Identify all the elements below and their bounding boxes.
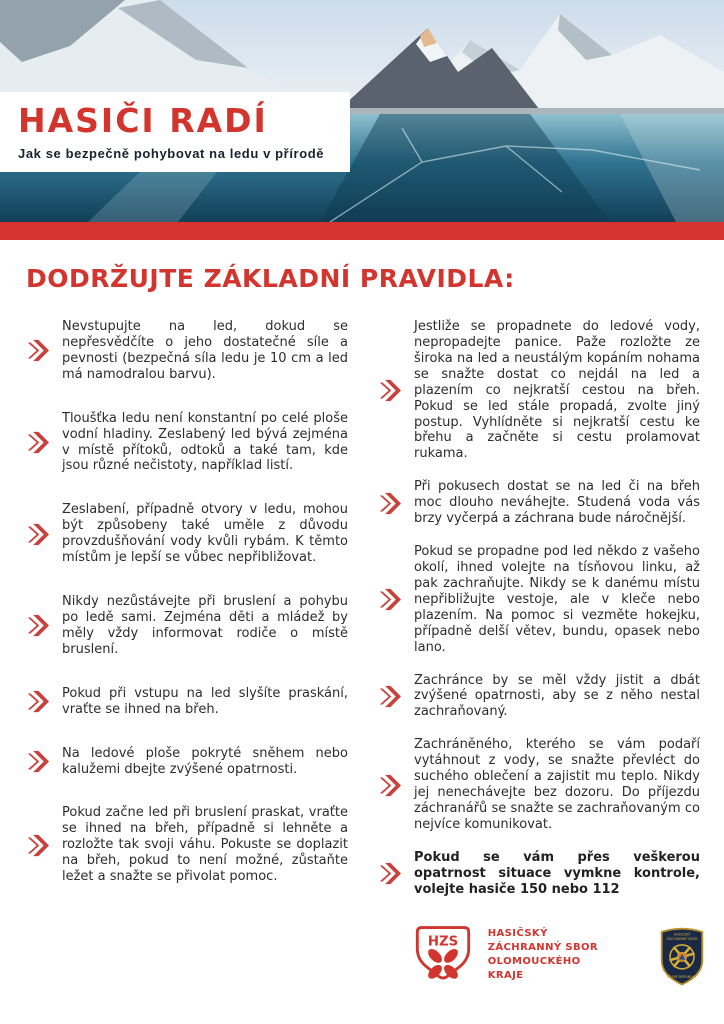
chevron-bullet-icon (378, 586, 401, 613)
rule-text: Zeslabení, případně otvory v ledu, mohou být způsobeny také uměle z důvodu provzdušňování vody kvůli rybám. K těmto místům je lepší se vůbec nepřibližovat. (62, 502, 348, 566)
rule-item (26, 411, 348, 475)
poster-subtitle: Jak se bezpečně pohybovat na ledu v přírodě (18, 145, 325, 161)
rule-item (378, 544, 700, 655)
hzs-logo-monogram: HZS (427, 933, 458, 949)
chevron-bullet-icon (378, 490, 401, 517)
rule-text: Při pokusech dostat se na led či na břeh moc dlouho neváhejte. Studená voda vás brzy vyčerpá a záchrana bude náročnější. (414, 479, 700, 527)
hzs-org-name (488, 927, 598, 983)
chevron-bullet-icon (378, 683, 401, 710)
chevron-bullet-icon (26, 832, 49, 859)
chevron-bullet-icon (26, 429, 49, 456)
rule-text: Tloušťka ledu není konstantní po celé ploše vodní hladiny. Zeslabený led bývá zejména v místě přítoků, odtoků a také tam, kde jsou různé nečistoty, například listí. (62, 410, 348, 474)
chevron-bullet-icon (378, 772, 401, 799)
rules-left-column (26, 319, 348, 915)
rule-item (26, 805, 348, 885)
rules-right-column (378, 319, 700, 915)
hero-photo (0, 0, 724, 222)
rule-item (26, 746, 348, 778)
emergency-rule-text: Pokud se vám přes veškerou opatrnost situace vymkne kontrole, volejte hasiče 150 nebo 112 (414, 849, 700, 897)
rule-text: Nevstupujte na led, dokud se nepřesvědčíte o jeho dostatečné síle a pevnosti (bezpečná síla ledu je 10 cm a led má namodralou barvu). (62, 319, 348, 382)
badge-top-text-1: HASIČSKÝ (673, 932, 691, 937)
poster-title: HASIČI RADÍ (18, 101, 268, 140)
footer (0, 915, 724, 987)
rule-text: Pokud začne led při bruslení praskat, vraťte se ihned na břeh, případně si lehněte a rozložte tak svoji váhu. Pokuste se doplazit na břeh, pokud to není možné, zůstaňte ležet a snažte se přivolat pomoc. (62, 805, 348, 885)
chevron-bullet-icon (26, 748, 49, 775)
rule-text: Zachránce by se měl vždy jistit a dbát zvýšené opatrnosti, aby se z něho nestal zachraňovaný. (414, 672, 700, 720)
rule-text: Na ledové ploše pokryté sněhem nebo kalužemi dbejte zvýšené opatrnosti. (62, 745, 348, 777)
chevron-bullet-icon (26, 688, 49, 715)
rule-text: Zachráněného, kterého se vám podaří vytáhnout z vody, se snažte převléct do suchého oblečení a zajistit mu teplo. Nikdy jej nenechávejte bez dozoru. Do příjezdu záchranářů se snažte se zachraňovaným co nejvíce komunikovat. (414, 737, 700, 832)
rule-item (26, 319, 348, 383)
org-name-line: OLOMOUCKÉHO (487, 955, 581, 967)
chevron-bullet-icon (26, 337, 49, 364)
org-name-line: KRAJE (487, 969, 524, 981)
rule-item (26, 502, 348, 566)
rule-item-emergency (378, 850, 700, 898)
org-name-line: HASIČSKÝ (487, 927, 548, 939)
chevron-bullet-icon (26, 612, 49, 639)
hzs-logo (412, 924, 474, 986)
badge-top-text-2: ZÁCHRANNÝ SBOR (666, 936, 698, 941)
org-name-line: ZÁCHRANNÝ SBOR (487, 941, 598, 953)
chevron-bullet-icon (26, 521, 49, 548)
rule-item (378, 319, 700, 462)
rule-text: Nikdy nezůstávejte při bruslení a pohybu po ledě sami. Zejména děti a mládež by měly vždy informovat rodiče o místě bruslení. (62, 594, 348, 657)
red-divider-stripe (0, 222, 724, 240)
rule-item (378, 737, 700, 833)
rule-item (26, 594, 348, 658)
rule-text: Jestliže se propadnete do ledové vody, nepropadejte panice. Paže rozložte ze široka na led a neustálým kopáním nohama se snažte dostat co nejdál na led a plazením co nejkratší cestou na břeh. Pokud se led stále propadá, zvolte jiný postup. Vyhlídněte si nejkratší cestu ke břehu a začněte si cestu prolamovat rukama. (414, 319, 700, 462)
chevron-bullet-icon (378, 377, 401, 404)
rule-text: Pokud při vstupu na led slyšíte praskání, vraťte se ihned na břeh. (62, 685, 348, 717)
rule-item (26, 686, 348, 718)
rule-item (378, 479, 700, 527)
rules-section (0, 240, 724, 915)
section-heading: DODRŽUJTE ZÁKLADNÍ PRAVIDLA: (26, 264, 515, 293)
hero-title-box (0, 92, 350, 172)
chevron-bullet-icon (378, 860, 401, 887)
rule-item (378, 673, 700, 721)
hzs-cr-badge (658, 923, 706, 987)
badge-bottom-text: ČESKÉ REPUBLIKY (667, 974, 697, 979)
rule-text: Pokud se propadne pod led někdo z vašeho okolí, ihned volejte na tísňovou linku, až pak zachraňujte. Nikdy se k danému místu nepřibližujte vestoje, ale v kleče nebo plazením. Na pomoc si vezměte hokejku, případně delší větev, bundu, opasek nebo lano. (414, 544, 700, 655)
